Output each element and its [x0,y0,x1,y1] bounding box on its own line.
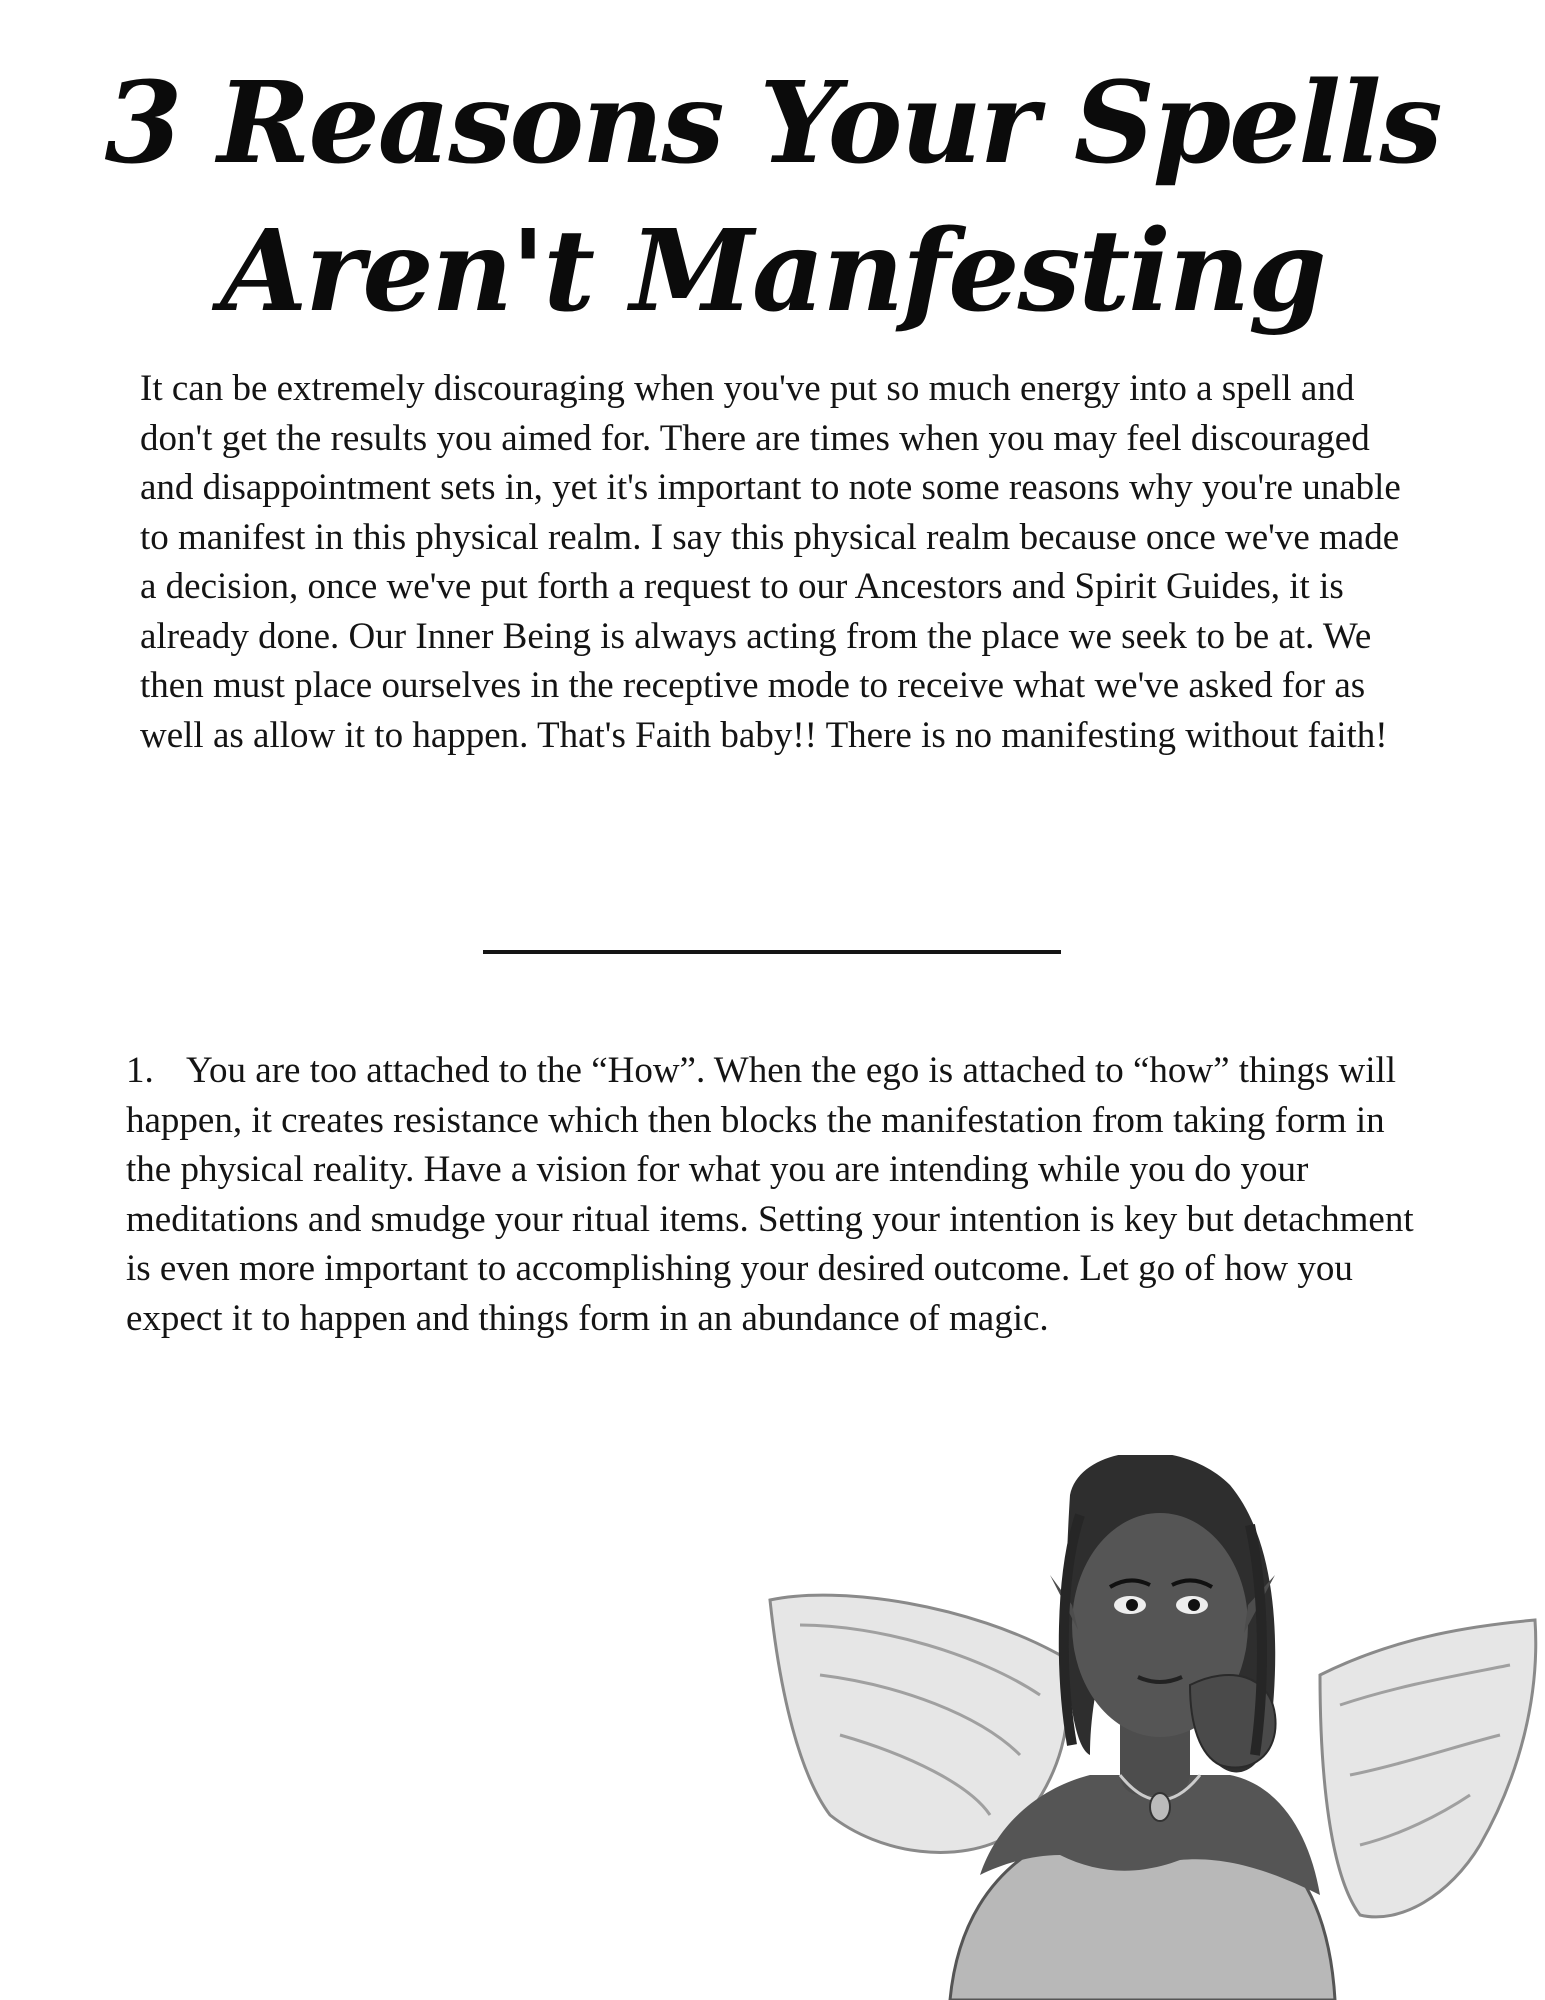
reason-item [126,1046,1416,1343]
section-divider [483,950,1061,954]
reason-text: You are too attached to the “How”. When the ego is attached to “how” things will happen, it creates resistance which then blocks the manifestation from taking form in the physical reality. Have a vision for what you are intending while you do your meditations and smudge your ritual items. Setting your intention is key but detachment is even more important to accomplishing your desired outcome. Let go of how you expect it to happen and things form in an abundance of magic. [126,1050,1414,1339]
fairy-illustration-icon [760,1455,1545,2000]
intro-paragraph: It can be extremely discouraging when you've put so much energy into a spell and don't get the results you aimed for. There are times when you may feel discouraged and disappointment sets in, yet it's important to note some reasons why you're unable to manifest in this physical realm. I say this physical realm because once we've made a decision, once we've put forth a request to our Ancestors and Spirit Guides, it is already done. Our Inner Being is always acting from the place we seek to be at. We then must place ourselves in the receptive mode to receive what we've asked for as well as allow it to happen. That's Faith baby!! There is no manifesting without faith! [140,368,1401,756]
page-title: 3 Reasons Your Spells Aren't Manfesting [104,58,1441,337]
reason-number: 1. [126,1050,154,1091]
right-wing-shape [1320,1620,1536,1917]
